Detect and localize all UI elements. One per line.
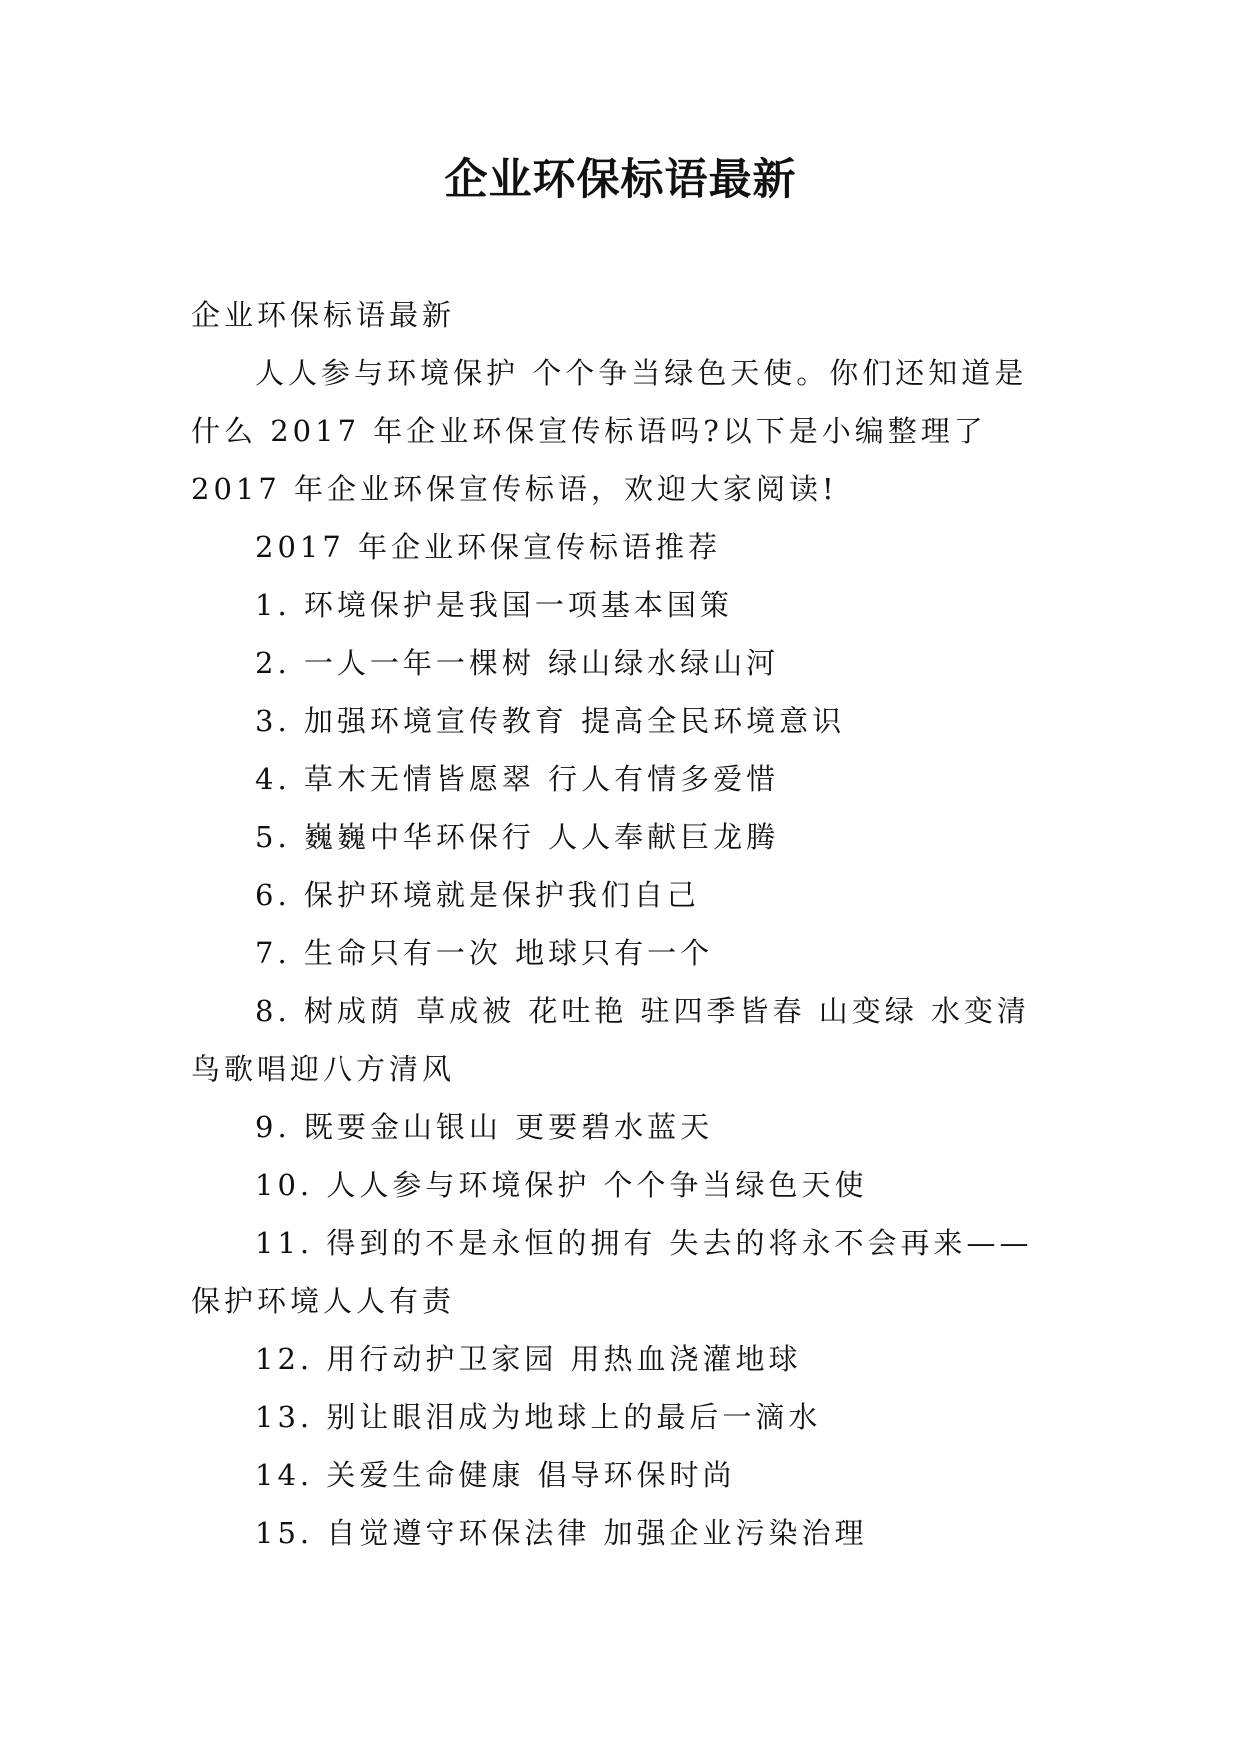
intro-paragraph: 人人参与环境保护 个个争当绿色天使。你们还知道是什么 2017 年企业环保宣传标语吗?以下是小编整理了 2017 年企业环保宣传标语，欢迎大家阅读! xyxy=(191,356,1028,506)
section-heading: 2017 年企业环保宣传标语推荐 xyxy=(255,530,722,564)
slogan-item: 4. 草木无情皆愿翠 行人有情多爱惜 xyxy=(255,762,780,796)
slogan-item: 2. 一人一年一棵树 绿山绿水绿山河 xyxy=(255,646,780,680)
slogan-item: 9. 既要金山银山 更要碧水蓝天 xyxy=(255,1110,714,1144)
slogan-item: 14. 关爱生命健康 倡导环保时尚 xyxy=(255,1458,736,1492)
document-title: 企业环保标语最新 xyxy=(444,155,797,205)
slogan-item: 5. 巍巍中华环保行 人人奉献巨龙腾 xyxy=(255,820,780,854)
slogan-item: 13. 别让眼泪成为地球上的最后一滴水 xyxy=(255,1400,822,1434)
slogan-item: 11. 得到的不是永恒的拥有 失去的将永不会再来——保护环境人人有责 xyxy=(191,1226,1033,1318)
slogan-item: 10. 人人参与环境保护 个个争当绿色天使 xyxy=(255,1168,868,1202)
slogan-item: 3. 加强环境宣传教育 提高全民环境意识 xyxy=(255,704,846,738)
slogan-item: 6. 保护环境就是保护我们自己 xyxy=(255,878,700,912)
slogan-item: 12. 用行动护卫家园 用热血浇灌地球 xyxy=(255,1342,802,1376)
slogan-item: 1. 环境保护是我国一项基本国策 xyxy=(255,588,733,622)
slogan-item: 8. 树成荫 草成被 花吐艳 驻四季皆春 山变绿 水变清 鸟歌唱迎八方清风 xyxy=(191,994,1030,1086)
document-subtitle: 企业环保标语最新 xyxy=(191,298,456,332)
document-body xyxy=(191,286,1051,1562)
slogan-item: 15. 自觉遵守环保法律 加强企业污染治理 xyxy=(255,1516,868,1550)
slogan-item: 7. 生命只有一次 地球只有一个 xyxy=(255,936,714,970)
